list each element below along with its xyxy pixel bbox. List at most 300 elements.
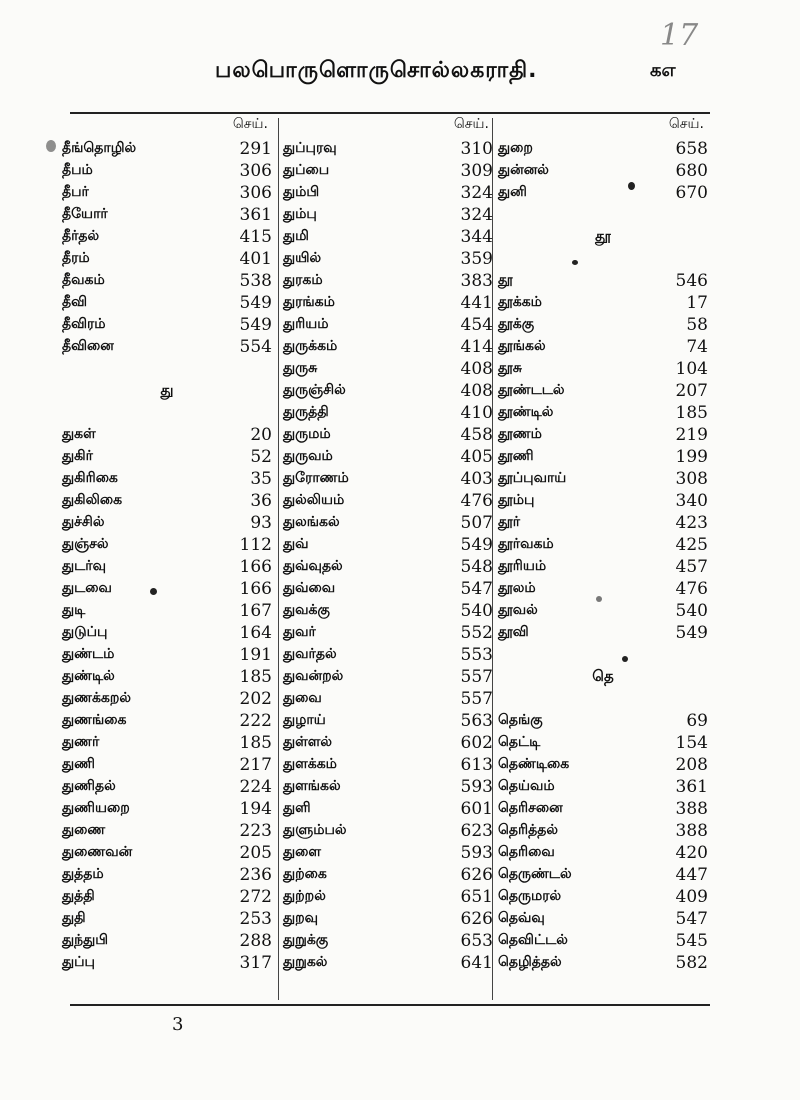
entry-word: தீயோர்	[62, 206, 108, 222]
entry-word: தெரித்தல்	[498, 822, 558, 838]
entry-verse-number: 361	[675, 777, 708, 797]
index-entry	[498, 314, 708, 336]
index-entry	[62, 138, 272, 160]
index-entry	[62, 842, 272, 864]
entry-verse-number: 35	[250, 469, 272, 489]
index-entry	[62, 820, 272, 842]
entry-word: துணி	[62, 756, 95, 772]
entry-verse-number: 224	[239, 777, 272, 797]
index-entry	[283, 270, 493, 292]
entry-word: துவர்தல்	[283, 646, 337, 662]
entry-word: துணர்	[62, 734, 100, 750]
entry-word: தெருண்டல்	[498, 866, 572, 882]
entry-verse-number: 217	[239, 755, 272, 775]
index-entry	[62, 534, 272, 556]
entry-word: தெய்வம்	[498, 778, 555, 794]
entry-word: துப்புரவு	[283, 140, 337, 156]
entry-verse-number: 69	[686, 711, 708, 731]
entry-verse-number: 405	[460, 447, 493, 467]
entry-verse-number: 154	[675, 733, 708, 753]
index-entry	[498, 358, 708, 380]
entry-word: தூம்பு	[498, 492, 535, 508]
index-entry	[283, 776, 493, 798]
section-letter: து	[160, 381, 174, 399]
entry-word: தூப்புவாய்	[498, 470, 567, 486]
ink-blot	[150, 588, 157, 595]
entry-word: துருஞ்சில்	[283, 382, 346, 398]
entry-word: துகிலிகை	[62, 492, 123, 508]
index-entry	[283, 380, 493, 402]
entry-verse-number: 36	[250, 491, 272, 511]
index-entry	[498, 820, 708, 842]
index-entry	[62, 732, 272, 754]
entry-verse-number: 670	[675, 183, 708, 203]
entry-verse-number: 340	[675, 491, 708, 511]
entry-verse-number: 93	[250, 513, 272, 533]
entry-verse-number: 658	[675, 139, 708, 159]
index-entry	[283, 864, 493, 886]
entry-verse-number: 458	[460, 425, 493, 445]
index-entry	[62, 600, 272, 622]
entry-verse-number: 410	[460, 403, 493, 423]
entry-verse-number: 202	[239, 689, 272, 709]
blank-row	[498, 688, 708, 710]
blank-row	[62, 402, 272, 424]
section-heading	[498, 226, 708, 248]
page-number: கஎ	[650, 60, 676, 81]
entry-word: துச்சில்	[62, 514, 105, 530]
entry-verse-number: 185	[239, 667, 272, 687]
entry-verse-number: 447	[675, 865, 708, 885]
entry-verse-number: 403	[460, 469, 493, 489]
entry-word: துற்றல்	[283, 888, 326, 904]
entry-verse-number: 641	[460, 953, 493, 973]
entry-verse-number: 324	[460, 205, 493, 225]
index-entry	[498, 138, 708, 160]
blank-row	[498, 644, 708, 666]
index-entry	[498, 776, 708, 798]
entry-word: துண்டில்	[62, 668, 115, 684]
entry-word: துறுக்கு	[283, 932, 329, 948]
entry-verse-number: 546	[675, 271, 708, 291]
entry-verse-number: 476	[675, 579, 708, 599]
index-entry	[62, 644, 272, 666]
index-entry	[283, 490, 493, 512]
entry-verse-number: 593	[460, 843, 493, 863]
entry-verse-number: 388	[675, 821, 708, 841]
index-entry	[62, 314, 272, 336]
entry-word: துன்னல்	[498, 162, 549, 178]
section-heading	[498, 666, 708, 688]
entry-word: துனி	[498, 184, 527, 200]
entry-word: துத்தி	[62, 888, 95, 904]
entry-word: துவக்கு	[283, 602, 330, 618]
index-entry	[283, 248, 493, 270]
index-entry	[283, 688, 493, 710]
entry-word: தூர்வகம்	[498, 536, 554, 552]
index-entry	[283, 754, 493, 776]
entry-word: தூவி	[498, 624, 529, 640]
entry-verse-number: 324	[460, 183, 493, 203]
entry-verse-number: 582	[675, 953, 708, 973]
entry-verse-number: 408	[460, 359, 493, 379]
entry-word: துணைவன்	[62, 844, 133, 860]
index-entry	[498, 798, 708, 820]
entry-word: தூரியம்	[498, 558, 547, 574]
entry-word: துவன்றல்	[283, 668, 344, 684]
entry-word: தூ	[498, 272, 513, 288]
entry-word: துறுகல்	[283, 954, 328, 970]
section-letter: தெ	[592, 667, 614, 685]
entry-verse-number: 593	[460, 777, 493, 797]
entry-verse-number: 626	[460, 865, 493, 885]
index-entry	[62, 908, 272, 930]
entry-verse-number: 626	[460, 909, 493, 929]
entry-verse-number: 415	[239, 227, 272, 247]
entry-word: தூண்டில்	[498, 404, 554, 420]
index-entry	[62, 292, 272, 314]
entry-word: துளும்பல்	[283, 822, 347, 838]
index-entry	[283, 930, 493, 952]
entry-word: துறவு	[283, 910, 319, 926]
index-entry	[498, 930, 708, 952]
entry-word: துண்டம்	[62, 646, 115, 662]
index-entry	[498, 864, 708, 886]
entry-word: தூக்கம்	[498, 294, 542, 310]
entry-word: துரகம்	[283, 272, 323, 288]
entry-word: தெழித்தல்	[498, 954, 562, 970]
index-entry	[498, 402, 708, 424]
entry-word: தூவல்	[498, 602, 538, 618]
entry-word: தீபம்	[62, 162, 93, 178]
index-entry	[283, 578, 493, 600]
index-entry	[283, 160, 493, 182]
entry-verse-number: 653	[460, 931, 493, 951]
index-entry	[283, 534, 493, 556]
index-entry	[62, 930, 272, 952]
entry-word: தூணம்	[498, 426, 542, 442]
entry-word: துறை	[498, 140, 533, 156]
entry-word: துளங்கல்	[283, 778, 341, 794]
entry-verse-number: 308	[675, 469, 708, 489]
index-entry	[283, 556, 493, 578]
index-entry	[62, 886, 272, 908]
index-entry	[498, 754, 708, 776]
index-entry	[283, 468, 493, 490]
index-entry	[62, 512, 272, 534]
index-entry	[283, 182, 493, 204]
entry-word: தீவிரம்	[62, 316, 106, 332]
entry-verse-number: 344	[460, 227, 493, 247]
index-entry	[62, 204, 272, 226]
entry-verse-number: 194	[239, 799, 272, 819]
index-entry	[283, 314, 493, 336]
entry-verse-number: 199	[675, 447, 708, 467]
index-entry	[283, 512, 493, 534]
entry-verse-number: 602	[460, 733, 493, 753]
entry-word: துத்தம்	[62, 866, 104, 882]
entry-word: தெங்கு	[498, 712, 543, 728]
entry-word: துருவம்	[283, 448, 333, 464]
index-entry	[498, 908, 708, 930]
index-entry	[498, 446, 708, 468]
entry-verse-number: 613	[460, 755, 493, 775]
entry-verse-number: 74	[686, 337, 708, 357]
index-entry	[498, 380, 708, 402]
index-entry	[283, 138, 493, 160]
entry-verse-number: 306	[239, 183, 272, 203]
index-entry	[498, 512, 708, 534]
entry-verse-number: 191	[239, 645, 272, 665]
entry-word: துழாய்	[283, 712, 326, 728]
entry-verse-number: 166	[239, 557, 272, 577]
index-entry	[62, 248, 272, 270]
index-entry	[498, 842, 708, 864]
entry-word: தீவகம்	[62, 272, 105, 288]
index-entry	[283, 732, 493, 754]
entry-word: தெருமரல்	[498, 888, 562, 904]
entry-word: துணிதல்	[62, 778, 116, 794]
section-letter: தூ	[595, 227, 611, 245]
index-entry	[283, 952, 493, 974]
entry-verse-number: 20	[250, 425, 272, 445]
entry-verse-number: 309	[460, 161, 493, 181]
index-entry	[498, 160, 708, 182]
entry-word: துஞ்சல்	[62, 536, 109, 552]
entry-verse-number: 557	[460, 689, 493, 709]
index-entry	[62, 622, 272, 644]
index-entry	[62, 798, 272, 820]
entry-word: தூலம்	[498, 580, 536, 596]
index-entry	[283, 446, 493, 468]
entry-word: தீவி	[62, 294, 88, 310]
entry-verse-number: 383	[460, 271, 493, 291]
entry-word: தூக்கு	[498, 316, 535, 332]
index-entry	[498, 952, 708, 974]
page-title: பலபொருளொருசொல்லகராதி.	[215, 58, 538, 83]
index-entry	[283, 336, 493, 358]
index-entry	[62, 578, 272, 600]
entry-verse-number: 359	[460, 249, 493, 269]
entry-word: தூங்கல்	[498, 338, 546, 354]
entry-word: துற்கை	[283, 866, 327, 882]
entry-verse-number: 545	[675, 931, 708, 951]
entry-verse-number: 185	[239, 733, 272, 753]
entry-verse-number: 205	[239, 843, 272, 863]
entry-word: துணக்கறல்	[62, 690, 132, 706]
entry-word: துளி	[283, 800, 311, 816]
entry-verse-number: 166	[239, 579, 272, 599]
entry-word: தீங்தொழில்	[62, 140, 137, 156]
index-entry	[62, 424, 272, 446]
index-entry	[283, 710, 493, 732]
index-entry	[283, 204, 493, 226]
entry-verse-number: 164	[239, 623, 272, 643]
entry-word: தும்பு	[283, 206, 317, 222]
entry-verse-number: 208	[675, 755, 708, 775]
entry-verse-number: 547	[675, 909, 708, 929]
ink-blot	[572, 260, 578, 265]
index-entry	[498, 336, 708, 358]
signature-number: 3	[172, 1014, 184, 1035]
entry-word: துமி	[283, 228, 309, 244]
entry-word: துருசு	[283, 360, 318, 376]
entry-word: துவ்	[283, 536, 309, 552]
entry-word: துப்பை	[283, 162, 330, 178]
index-entry	[498, 270, 708, 292]
entry-word: தெவிட்டல்	[498, 932, 568, 948]
entry-verse-number: 454	[460, 315, 493, 335]
index-entry	[498, 732, 708, 754]
index-entry	[283, 820, 493, 842]
entry-word: துகள்	[62, 426, 96, 442]
entry-word: துல்லியம்	[283, 492, 345, 508]
index-entry	[283, 622, 493, 644]
entry-word: துணியறை	[62, 800, 130, 816]
index-entry	[498, 292, 708, 314]
ink-blot	[46, 140, 56, 152]
column-header: செய்.	[232, 116, 268, 132]
index-entry	[283, 402, 493, 424]
index-entry	[283, 358, 493, 380]
entry-verse-number: 317	[239, 953, 272, 973]
entry-verse-number: 549	[239, 293, 272, 313]
entry-word: துவ்வுதல்	[283, 558, 343, 574]
entry-word: தூணி	[498, 448, 534, 464]
entry-word: தூண்டடல்	[498, 382, 565, 398]
index-entry	[62, 666, 272, 688]
index-column-1	[62, 116, 272, 974]
entry-verse-number: 253	[239, 909, 272, 929]
index-column-3	[498, 116, 708, 974]
entry-word: துதி	[62, 910, 86, 926]
column-header: செய்.	[668, 116, 704, 132]
entry-verse-number: 549	[675, 623, 708, 643]
index-entry	[283, 600, 493, 622]
index-entry	[62, 710, 272, 732]
entry-word: துளக்கம்	[283, 756, 337, 772]
top-rule	[70, 112, 710, 114]
index-entry	[62, 952, 272, 974]
index-entry	[62, 688, 272, 710]
entry-verse-number: 538	[239, 271, 272, 291]
entry-verse-number: 476	[460, 491, 493, 511]
entry-word: துவை	[283, 690, 322, 706]
entry-verse-number: 425	[675, 535, 708, 555]
entry-verse-number: 507	[460, 513, 493, 533]
index-entry	[62, 160, 272, 182]
entry-word: தீவினை	[62, 338, 114, 354]
index-entry	[62, 182, 272, 204]
ink-blot	[596, 596, 602, 602]
entry-verse-number: 408	[460, 381, 493, 401]
index-entry	[498, 578, 708, 600]
entry-verse-number: 310	[460, 139, 493, 159]
index-entry	[62, 226, 272, 248]
entry-word: தெரிசனை	[498, 800, 563, 816]
index-entry	[498, 710, 708, 732]
entry-word: துவர்	[283, 624, 316, 640]
entry-verse-number: 554	[239, 337, 272, 357]
entry-verse-number: 104	[675, 359, 708, 379]
entry-verse-number: 112	[239, 535, 272, 555]
ink-blot	[622, 656, 628, 662]
entry-verse-number: 409	[675, 887, 708, 907]
entry-word: துருத்தி	[283, 404, 329, 420]
index-entry	[62, 336, 272, 358]
entry-word: துகிரிகை	[62, 470, 118, 486]
index-entry	[62, 446, 272, 468]
index-entry	[62, 776, 272, 798]
entry-word: தூர்	[498, 514, 521, 530]
index-entry	[498, 490, 708, 512]
entry-verse-number: 680	[675, 161, 708, 181]
entry-verse-number: 457	[675, 557, 708, 577]
index-entry	[498, 886, 708, 908]
index-entry	[62, 468, 272, 490]
entry-word: துடவை	[62, 580, 112, 596]
index-entry	[498, 182, 708, 204]
entry-word: துடர்வு	[62, 558, 106, 574]
column-divider	[278, 118, 279, 1000]
index-entry	[283, 908, 493, 930]
entry-verse-number: 167	[239, 601, 272, 621]
entry-word: துருமம்	[283, 426, 331, 442]
entry-word: துரியம்	[283, 316, 329, 332]
entry-verse-number: 207	[675, 381, 708, 401]
index-entry	[283, 886, 493, 908]
blank-row	[62, 358, 272, 380]
index-entry	[62, 556, 272, 578]
index-entry	[283, 424, 493, 446]
entry-word: துணை	[62, 822, 106, 838]
entry-verse-number: 288	[239, 931, 272, 951]
entry-word: தீர்தல்	[62, 228, 100, 244]
pencil-page-mark: 17	[660, 18, 699, 53]
entry-word: துரங்கம்	[283, 294, 335, 310]
index-entry	[498, 468, 708, 490]
entry-verse-number: 52	[250, 447, 272, 467]
entry-verse-number: 222	[239, 711, 272, 731]
index-entry	[498, 600, 708, 622]
index-entry	[62, 864, 272, 886]
entry-verse-number: 548	[460, 557, 493, 577]
entry-verse-number: 423	[675, 513, 708, 533]
entry-verse-number: 563	[460, 711, 493, 731]
bottom-rule	[70, 1004, 710, 1006]
entry-verse-number: 552	[460, 623, 493, 643]
index-entry	[283, 842, 493, 864]
entry-verse-number: 306	[239, 161, 272, 181]
blank-row	[498, 248, 708, 270]
entry-verse-number: 388	[675, 799, 708, 819]
entry-verse-number: 549	[239, 315, 272, 335]
entry-verse-number: 557	[460, 667, 493, 687]
index-entry	[62, 490, 272, 512]
entry-word: துவ்வை	[283, 580, 336, 596]
entry-word: தும்பி	[283, 184, 320, 200]
entry-verse-number: 272	[239, 887, 272, 907]
entry-word: துலங்கல்	[283, 514, 340, 530]
index-entry	[62, 754, 272, 776]
index-entry	[498, 556, 708, 578]
entry-word: தூசு	[498, 360, 522, 376]
entry-verse-number: 553	[460, 645, 493, 665]
entry-verse-number: 549	[460, 535, 493, 555]
entry-word: துகிர்	[62, 448, 93, 464]
entry-verse-number: 601	[460, 799, 493, 819]
entry-verse-number: 414	[460, 337, 493, 357]
